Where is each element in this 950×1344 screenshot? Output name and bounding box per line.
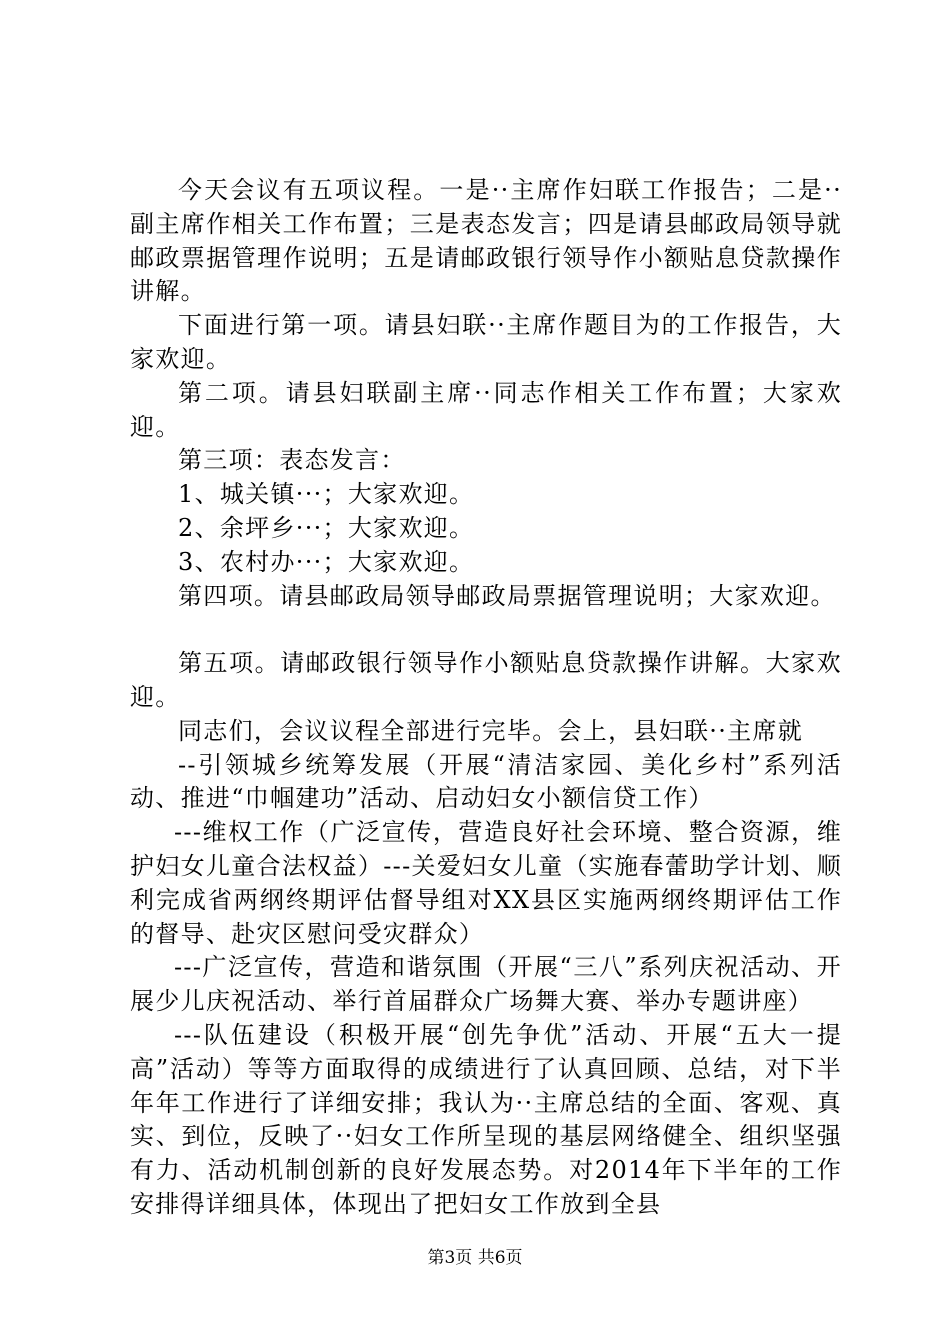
paragraph-gap <box>130 613 842 647</box>
paragraph-item-one: 下面进行第一项。请县妇联··主席作题目为的工作报告，大家欢迎。 <box>130 311 842 373</box>
list-item-speaker-3: 3、农村办···；大家欢迎。 <box>178 547 475 576</box>
paragraph-item-three: 第三项：表态发言： <box>178 446 406 475</box>
paragraph-agenda-overview: 今天会议有五项议程。一是··主席作妇联工作报告；二是··副主席作相关工作布置；三是表态发言；四是请县邮政局领导就邮政票据管理作说明；五是请邮政银行领导作小额贴息贷款操作讲解。 <box>130 176 842 306</box>
paragraph-item-five: 第五项。请邮政银行领导作小额贴息贷款操作讲解。大家欢迎。 <box>130 649 842 711</box>
list-item-speaker-1: 1、城关镇···；大家欢迎。 <box>178 480 475 509</box>
paragraph-achievement-urban-rural: --引领城乡统筹发展（开展“清洁家园、美化乡村”系列活动、推进“巾帼建功”活动、启动妇女小额信贷工作） <box>130 750 842 813</box>
paragraph-achievement-publicity: ---广泛宣传，营造和谐氛围（开展“三八”系列庆祝活动、开展少儿庆祝活动、举行首届群众广场舞大赛、举办专题讲座） <box>130 953 842 1016</box>
paragraph-closing-intro: 同志们，会议议程全部进行完毕。会上，县妇联··主席就 <box>178 716 804 745</box>
document-body <box>130 174 842 1222</box>
paragraph-achievement-team: ---队伍建设（积极开展“创先争优”活动、开展“五大一提高”活动）等等方面取得的成绩进行了认真回顾、总结，对下半年年工作进行了详细安排；我认为··主席总结的全面、客观、真实、到位，反映了··妇女工作所呈现的基层网络健全、组织坚强有力、活动机制创新的良好发展态势。对2014年下半年的工作安排得详细具体，体现出了把妇女工作放到全县 <box>130 1020 842 1218</box>
paragraph-item-four: 第四项。请县邮政局领导邮政局票据管理说明；大家欢迎。 <box>178 581 836 610</box>
page-footer: 第3页 共6页 <box>427 1248 523 1268</box>
paragraph-achievement-rights: ---维权工作（广泛宣传，营造良好社会环境、整合资源，维护妇女儿童合法权益）---关爱妇女儿童（实施春蕾助学计划、顺利完成省两纲终期评估督导组对XX县区实施两纲终期评估工作的督导、赴灾区慰问受灾群众） <box>130 818 842 948</box>
list-item-speaker-2: 2、余坪乡···；大家欢迎。 <box>178 513 475 542</box>
paragraph-item-two: 第二项。请县妇联副主席··同志作相关工作布置；大家欢迎。 <box>130 378 842 441</box>
